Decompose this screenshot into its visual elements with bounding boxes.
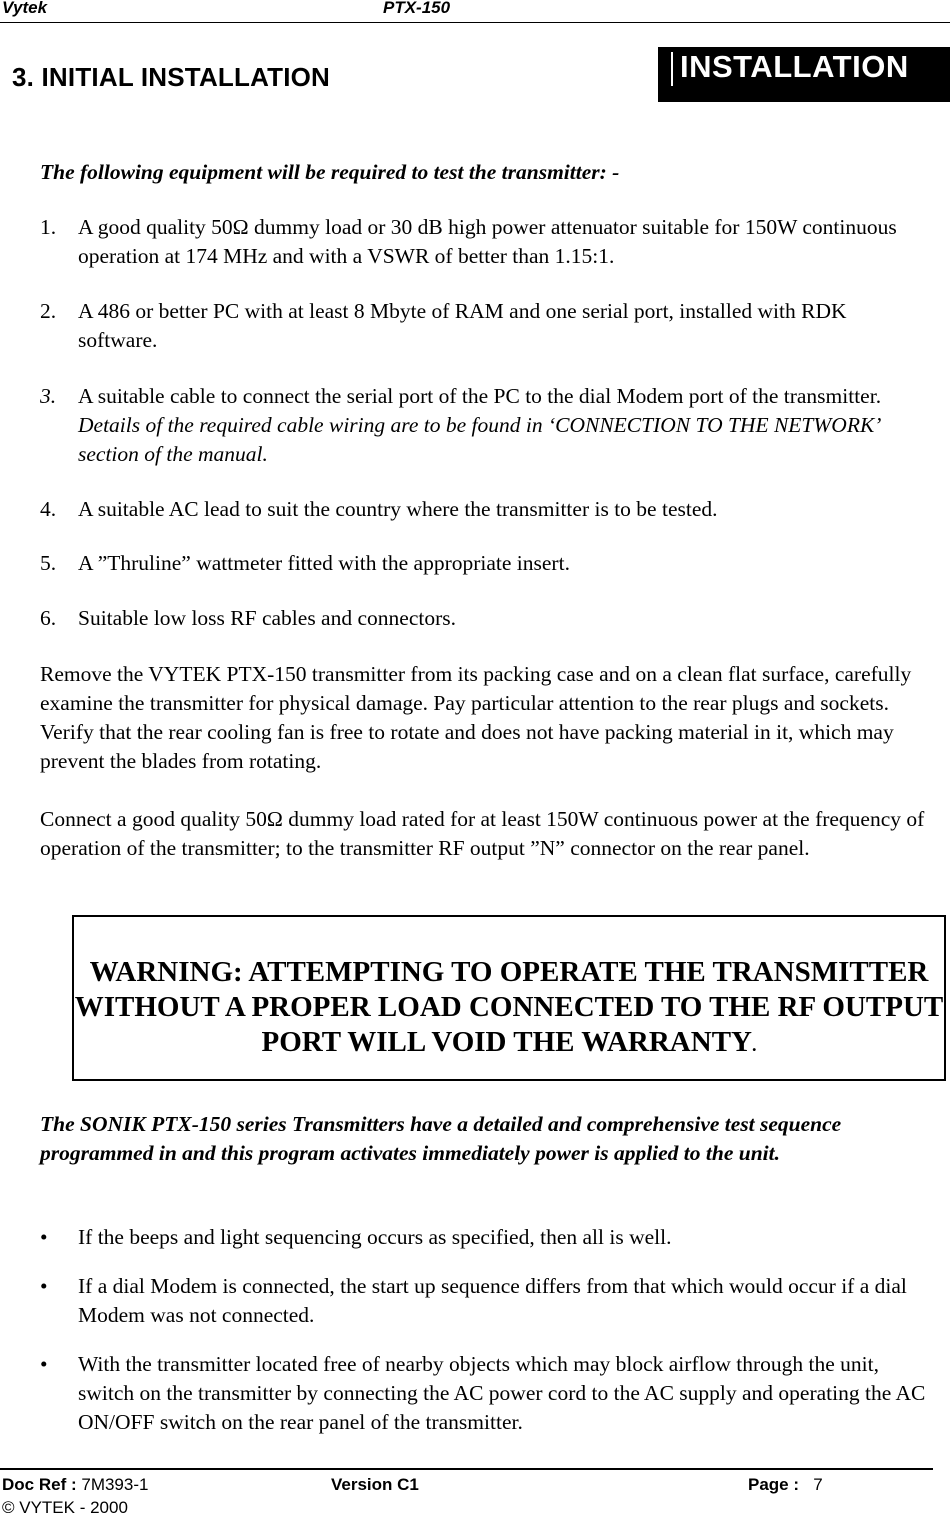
equipment-item: [40, 604, 920, 633]
equipment-item: [40, 549, 920, 578]
section-title: 3. INITIAL INSTALLATION: [12, 62, 331, 92]
footer-version: [331, 1475, 419, 1495]
item-number: 1.: [40, 215, 57, 239]
equipment-intro: The following equipment will be required to test the transmitter: -: [40, 160, 620, 184]
equipment-item: [40, 297, 920, 355]
bullet-text: With the transmitter located free of nearby objects which may block airflow through the unit, switch on the transmitter by connecting the AC power cord to the AC supply and operating the AC ON/OFF switch on the rear panel of the transmitter.: [78, 1352, 926, 1434]
section-tab-label: INSTALLATION: [680, 49, 909, 84]
footer-docref: [2, 1475, 148, 1495]
bullet-mark: •: [40, 1352, 48, 1376]
footer-page-number: 7: [813, 1475, 823, 1494]
item-number: 6.: [40, 606, 57, 630]
footer-copyright: © VYTEK - 2000: [2, 1498, 128, 1517]
item-number: 3.: [40, 384, 57, 408]
item-main-text: A suitable cable to connect the serial port of the PC to the dial Modem port of the transmitter.: [78, 384, 882, 408]
warning-end: .: [751, 1035, 757, 1055]
equipment-item: [40, 495, 920, 524]
footer-docref-value: 7M393-1: [81, 1475, 149, 1494]
header-company: Vytek: [2, 0, 48, 17]
item-number: 4.: [40, 497, 57, 521]
inspection-paragraph: Remove the VYTEK PTX-150 transmitter from its packing case and on a clean flat surface, carefully examine the transmitter for physical damage. Pay particular attention to the rear plugs and sockets. Verify that the rear cooling fan is free to rotate and does not have packing material in it, which may prevent the blades from rotating.: [40, 662, 912, 773]
header-model: PTX-150: [383, 0, 451, 17]
warning-box: [72, 915, 946, 1081]
item-text: A 486 or better PC with at least 8 Mbyte of RAM and one serial port, installed with RDK software.: [78, 299, 847, 352]
item-number: 2.: [40, 299, 57, 323]
list-item: [40, 1350, 940, 1437]
footer-page: [748, 1475, 823, 1495]
bullet-mark: •: [40, 1225, 48, 1249]
bullet-mark: •: [40, 1274, 48, 1298]
item-note: Details of the required cable wiring are to be found in ‘CONNECTION TO THE NETWORK’ section of the manual.: [78, 413, 880, 466]
item-text: Suitable low loss RF cables and connectors.: [78, 606, 456, 630]
equipment-item: [40, 213, 920, 271]
dummy-load-paragraph: Connect a good quality 50Ω dummy load rated for at least 150W continuous power at the frequency of operation of the transmitter; to the transmitter RF output ”N” connector on the rear panel.: [40, 807, 925, 860]
list-item: [40, 1223, 940, 1252]
equipment-item: [40, 382, 920, 469]
footer-docref-label: Doc Ref :: [2, 1475, 77, 1494]
warning-text: WARNING: ATTEMPTING TO OPERATE THE TRANSMITTER WITHOUT A PROPER LOAD CONNECTED TO THE RF OUTPUT PORT WILL VOID THE WARRANTY: [74, 956, 944, 1058]
header-rule: [0, 22, 950, 23]
bullet-text: If a dial Modem is connected, the start up sequence differs from that which would occur if a dial Modem was not connected.: [78, 1274, 907, 1327]
list-item: [40, 1272, 940, 1330]
section-tab-divider: [671, 52, 673, 86]
item-number: 5.: [40, 551, 57, 575]
section-tab: [658, 47, 950, 102]
item-text: A suitable AC lead to suit the country where the transmitter is to be tested.: [78, 497, 718, 521]
bullet-text: If the beeps and light sequencing occurs as specified, then all is well.: [78, 1225, 672, 1249]
warning-text-block: [74, 955, 944, 1063]
item-text: A good quality 50Ω dummy load or 30 dB high power attenuator suitable for 150W continuous operation at 174 MHz and with a VSWR of better than 1.15:1.: [78, 215, 897, 268]
footer-version-text: Version C1: [331, 1475, 419, 1494]
item-text: A ”Thruline” wattmeter fitted with the appropriate insert.: [78, 551, 570, 575]
footer-page-label: Page :: [748, 1475, 800, 1494]
item-text: [78, 382, 920, 469]
test-sequence-intro: The SONIK PTX-150 series Transmitters have a detailed and comprehensive test sequence programmed in and this program activates immediately power is applied to the unit.: [40, 1112, 842, 1165]
footer-rule: [0, 1468, 933, 1470]
